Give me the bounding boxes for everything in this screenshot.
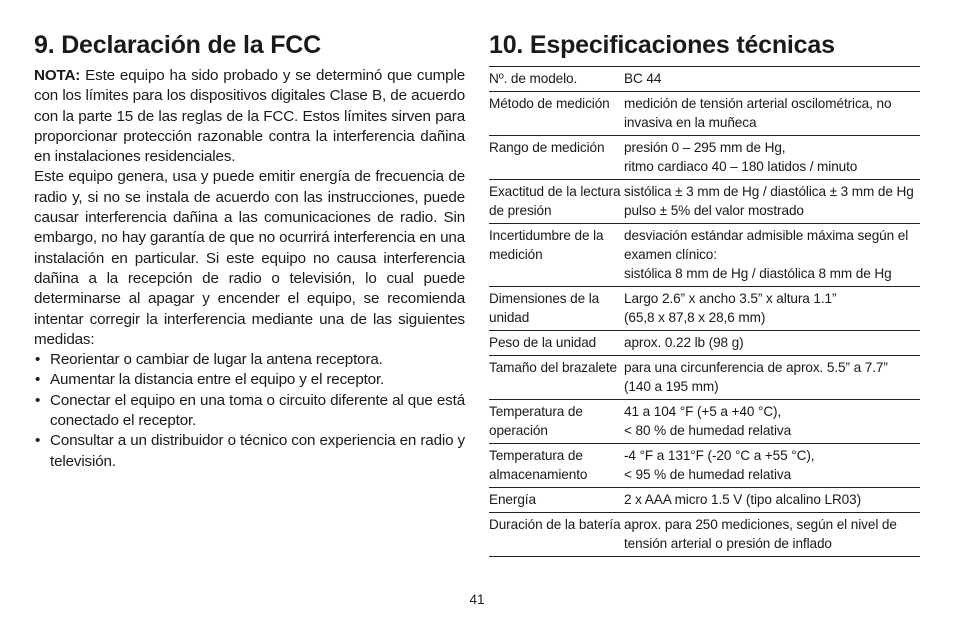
spec-label: Peso de la unidad (489, 331, 624, 356)
table-row (489, 287, 920, 331)
list-item: • Conectar el equipo en una toma o circuito diferente al que está conectado el receptor. (35, 391, 465, 430)
specs-table (489, 66, 920, 557)
spec-value: aprox. 0.22 lb (98 g) (624, 331, 920, 356)
table-row (489, 224, 920, 287)
bullet-icon: • (35, 351, 41, 369)
bullet-icon: • (35, 371, 41, 389)
spec-label: Exactitud de la lectura de presión (489, 180, 624, 224)
spec-label: Duración de la batería (489, 513, 624, 557)
list-item: • Consultar a un distribuidor o técnico con experiencia en radio y televisión. (35, 432, 465, 470)
spec-value: sistólica ± 3 mm de Hg / diastólica ± 3 mm de Hg pulso ± 5% del valor mostrado (624, 180, 920, 224)
table-row (489, 400, 920, 444)
fcc-note-paragraph (34, 66, 465, 167)
spec-label: Incertidumbre de la medición (489, 224, 624, 287)
table-row (489, 136, 920, 180)
table-row (489, 331, 920, 356)
list-item: • Aumentar la distancia entre el equipo y el receptor. (34, 370, 465, 390)
spec-label: Energía (489, 488, 624, 513)
table-row (489, 444, 920, 488)
fcc-heading: 9. Declaración de la FCC (34, 31, 321, 59)
spec-value: BC 44 (624, 67, 920, 92)
spec-value: presión 0 – 295 mm de Hg, ritmo cardiaco 40 – 180 latidos / minuto (624, 136, 920, 180)
spec-value: medición de tensión arterial oscilométrica, no invasiva en la muñeca (624, 92, 920, 136)
table-row (489, 180, 920, 224)
bullet-icon: • (35, 432, 41, 450)
list-item: • Reorientar o cambiar de lugar la antena receptora. (34, 350, 465, 370)
table-row (489, 92, 920, 136)
spec-label: Método de medición (489, 92, 624, 136)
spec-value: para una circunferencia de aprox. 5.5” a 7.7” (140 a 195 mm) (624, 356, 920, 400)
bullet-icon: • (35, 391, 41, 409)
fcc-interference-paragraph: Este equipo genera, usa y puede emitir energía de frecuencia de radio y, si no se instala de acuerdo con las instrucciones, puede causar interferencia dañina a las comunicaciones de radio. Sin embargo, no hay garantía de que no ocurrirá interferencia en una instalación en particular. Si este equipo no causa interferencia dañina a la recepción de radio o televisión, lo cual puede determinarse al apagar y encender el equipo, se recomienda intentar corregir la interferencia mediante una de las siguientes medidas: (34, 168, 465, 348)
spec-value: desviación estándar admisible máxima según el examen clínico: sistólica 8 mm de Hg / diastólica 8 mm de Hg (624, 224, 920, 287)
fcc-section (34, 30, 465, 472)
spec-value: -4 °F a 131°F (-20 °C a +55 °C), < 95 % de humedad relativa (624, 444, 920, 488)
table-row (489, 488, 920, 513)
spec-value: 2 x AAA micro 1.5 V (tipo alcalino LR03) (624, 488, 920, 513)
spec-value: 41 a 104 °F (+5 a +40 °C), < 80 % de humedad relativa (624, 400, 920, 444)
specs-section (489, 30, 920, 557)
spec-label: Nº. de modelo. (489, 67, 624, 92)
table-row (489, 67, 920, 92)
specs-table-body (489, 67, 920, 557)
table-row (489, 513, 920, 557)
specs-heading: 10. Especificaciones técnicas (489, 31, 835, 59)
spec-label: Rango de medición (489, 136, 624, 180)
spec-label: Temperatura de almacenamiento (489, 444, 624, 488)
spec-value: Largo 2.6” x ancho 3.5” x altura 1.1” (65,8 x 87,8 x 28,6 mm) (624, 287, 920, 331)
spec-value: aprox. para 250 mediciones, según el nivel de tensión arterial o presión de inflado (624, 513, 920, 557)
spec-label: Dimensiones de la unidad (489, 287, 624, 331)
page-number: 41 (469, 592, 485, 607)
note-label: NOTA: (34, 67, 81, 84)
fcc-measures-list (34, 350, 465, 472)
note-text: Este equipo ha sido probado y se determinó que cumple con los límites para los dispositivos digitales Clase B, de acuerdo con la parte 15 de las reglas de la FCC. Estos límites sirven para proporcionar protección razonable contra la interferencia dañina en instalaciones residenciales. (34, 67, 465, 166)
spec-label: Temperatura de operación (489, 400, 624, 444)
spec-label: Tamaño del brazalete (489, 356, 624, 400)
table-row (489, 356, 920, 400)
